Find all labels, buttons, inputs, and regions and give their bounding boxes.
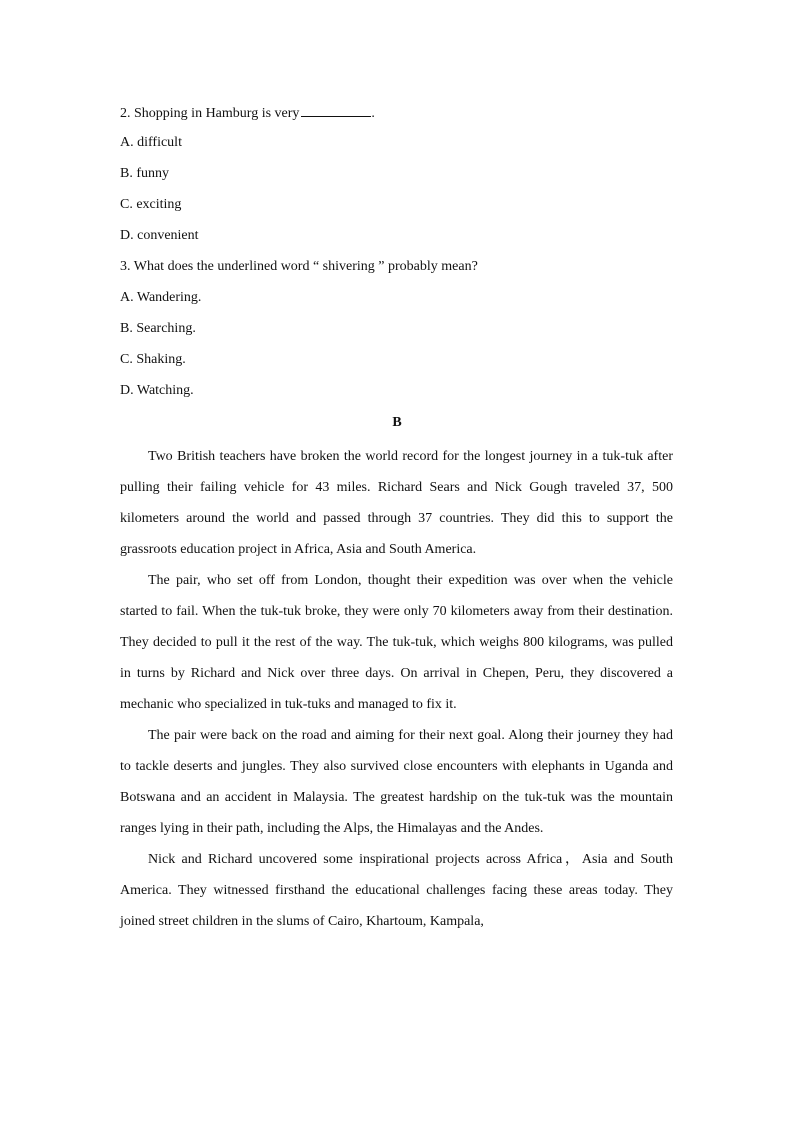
question-2-end: .: [371, 106, 375, 121]
question-2-option-c: C. exciting: [120, 197, 182, 212]
passage: [120, 441, 673, 937]
passage-paragraph-4: Nick and Richard uncovered some inspirational projects across Africa，Asia and South America. They witnessed firsthand the educational challenges facing these areas today. They joined street children in the slums of Cairo, Khartoum, Kampala,: [120, 852, 673, 929]
section-title: B: [392, 415, 402, 430]
question-2-option-b: B. funny: [120, 166, 169, 181]
passage-paragraph-1: Two British teachers have broken the world record for the longest journey in a tuk-tuk after pulling their failing vehicle for 43 miles. Richard Sears and Nick Gough traveled 37, 500 kilometers around the world and passed through 37 countries. They did this to support the grassroots education project in Africa, Asia and South America.: [120, 449, 673, 557]
question-3-option-d: D. Watching.: [120, 383, 194, 398]
question-2-stem: [120, 102, 375, 122]
question-2-option-d: D. convenient: [120, 228, 199, 243]
question-2-text: 2. Shopping in Hamburg is very: [120, 106, 300, 121]
passage-paragraph-2: The pair, who set off from London, thought their expedition was over when the vehicle started to fail. When the tuk-tuk broke, they were only 70 kilometers away from their destination. They decided to pull it the rest of the way. The tuk-tuk, which weighs 800 kilograms, was pulled in turns by Richard and Nick over three days. On arrival in Chepen, Peru, they discovered a mechanic who specialized in tuk-tuks and managed to fix it.: [120, 573, 673, 712]
question-3-option-a: A. Wandering.: [120, 290, 202, 305]
passage-paragraph-3: The pair were back on the road and aiming for their next goal. Along their journey they had to tackle deserts and jungles. They also survived close encounters with elephants in Uganda and Botswana and an accident in Malaysia. The greatest hardship on the tuk-tuk was the mountain ranges lying in their path, including the Alps, the Himalayas and the Andes.: [120, 728, 673, 836]
question-3-stem: 3. What does the underlined word “ shivering ” probably mean?: [120, 259, 478, 274]
answer-blank: [301, 102, 371, 117]
question-3-option-c: C. Shaking.: [120, 352, 186, 367]
question-3-option-b: B. Searching.: [120, 321, 196, 336]
question-2-option-a: A. difficult: [120, 135, 182, 150]
